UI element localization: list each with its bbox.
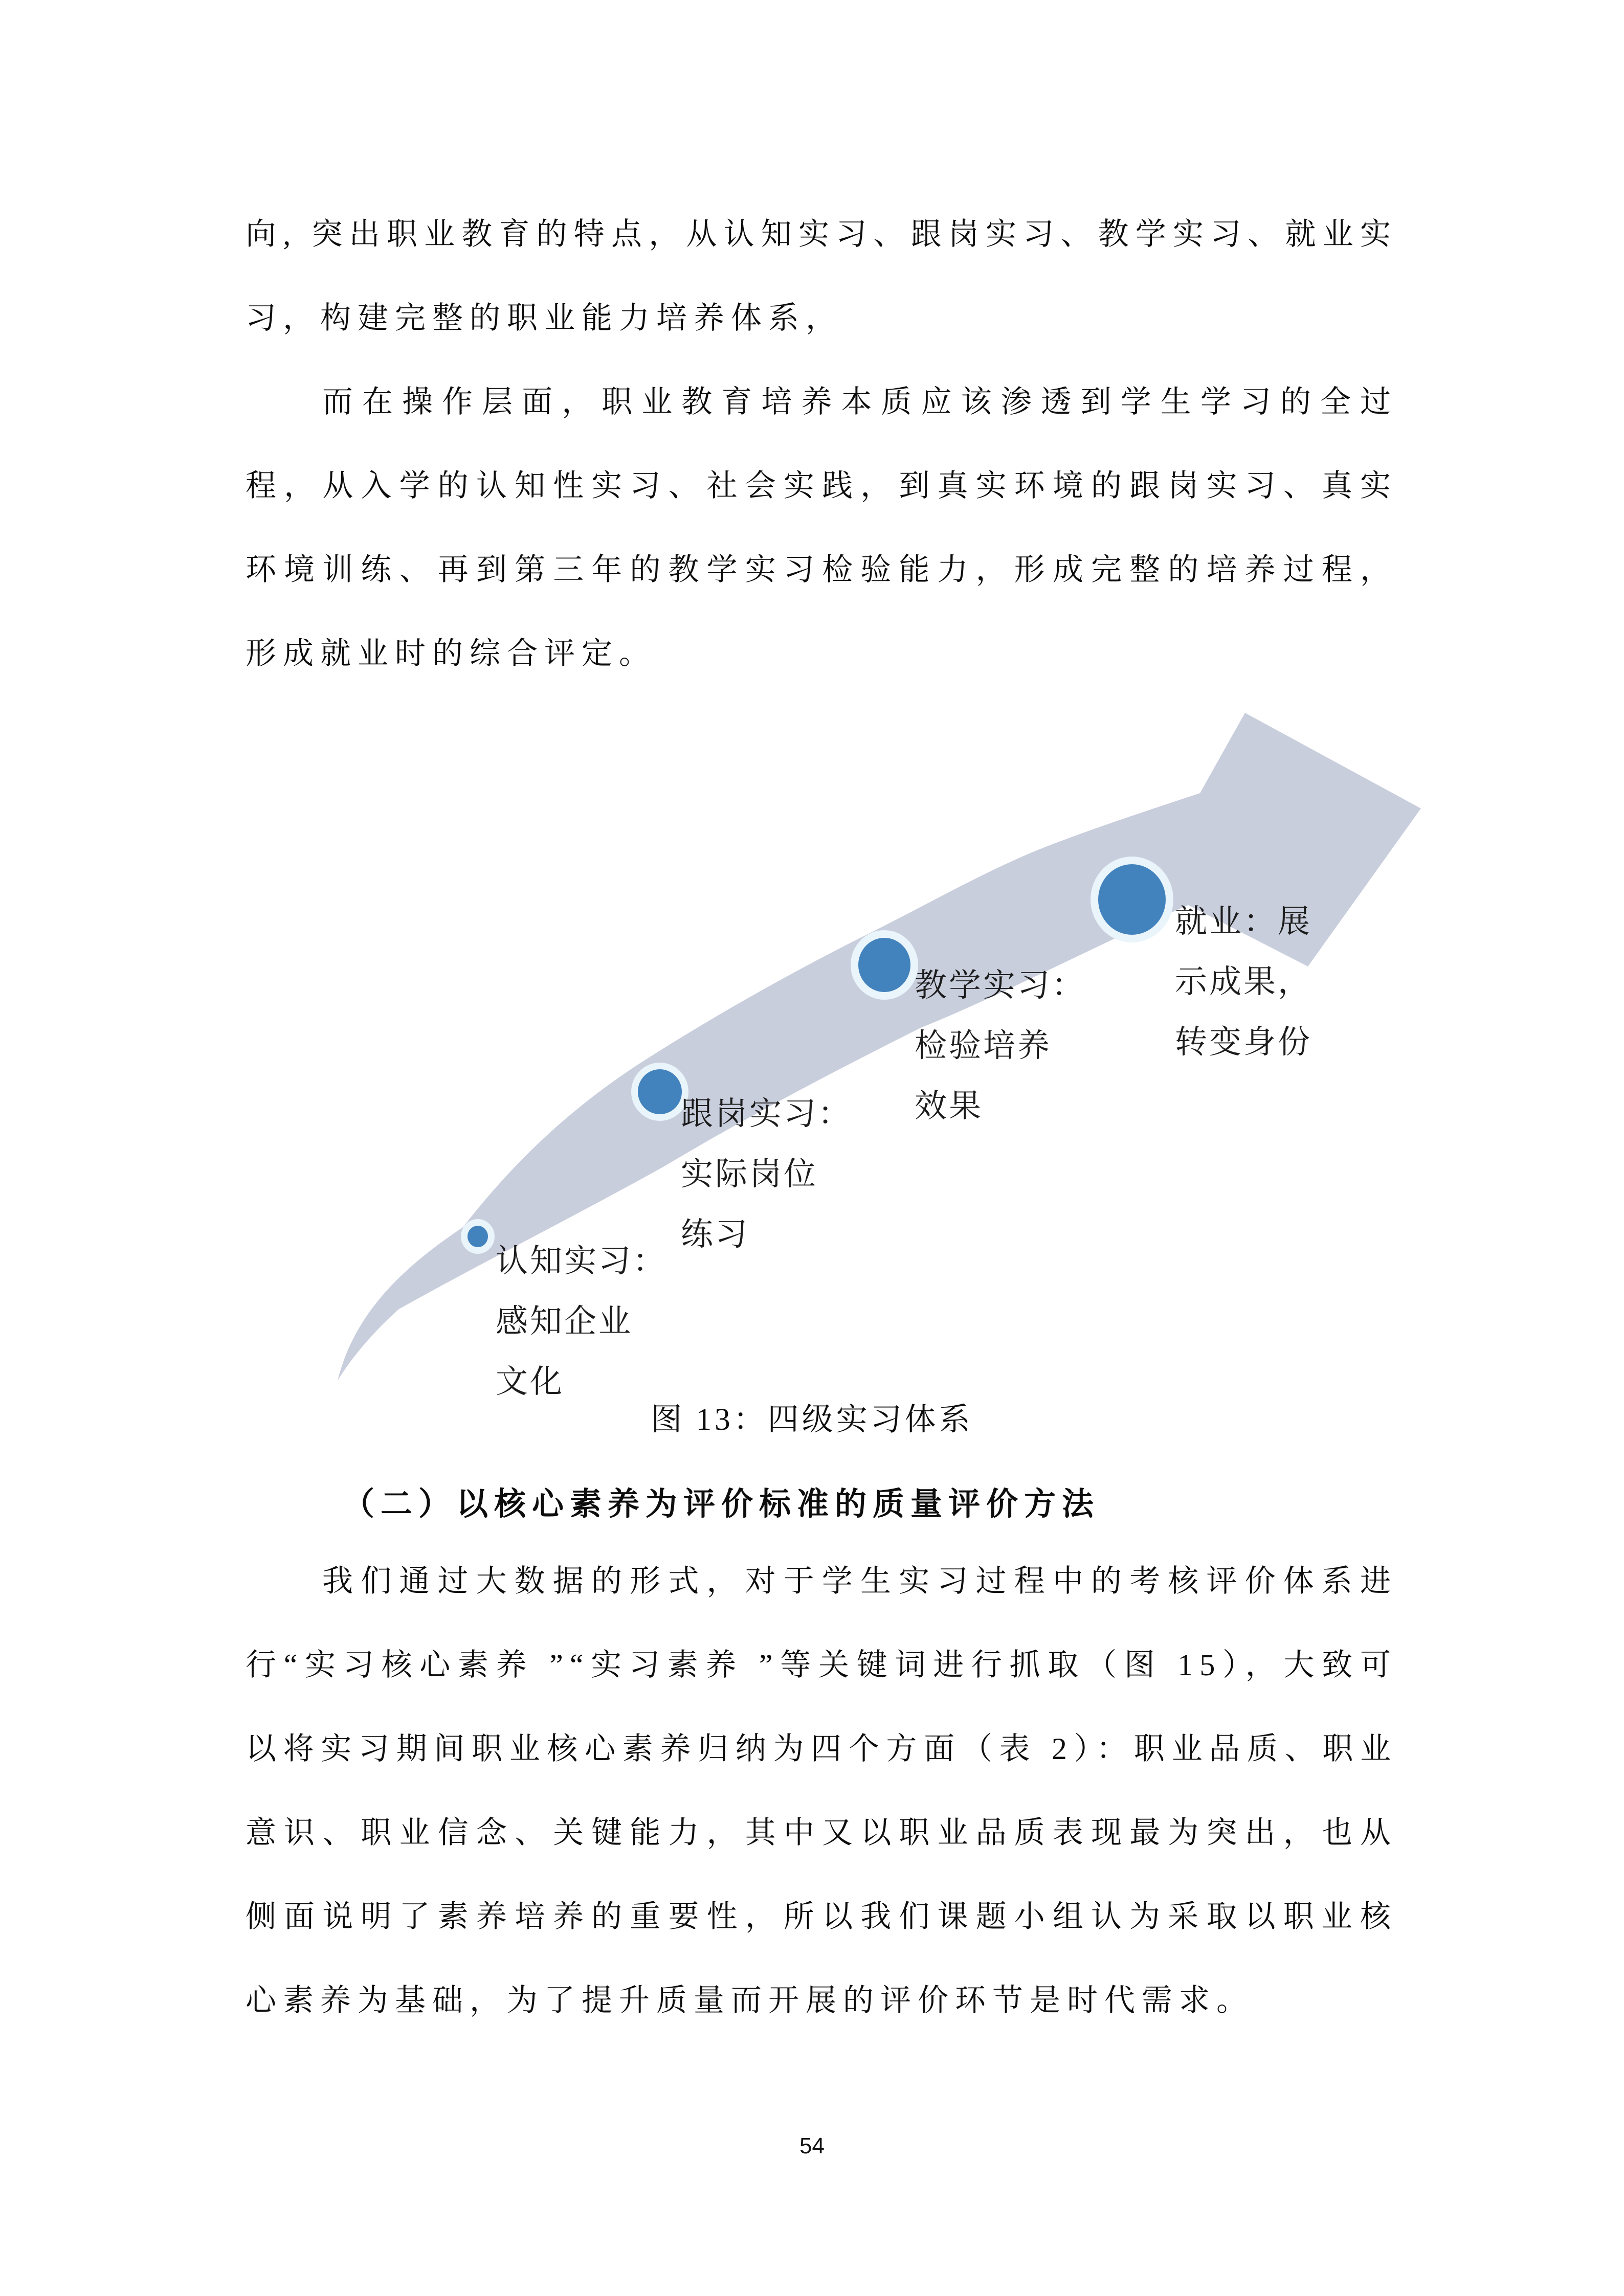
stage-label-line: 感知企业	[496, 1303, 633, 1339]
stage-circle-2	[638, 1069, 682, 1114]
stage-label-shadowing-internship	[681, 1084, 852, 1265]
paragraph-continuation: 向, 突出职业教育的特点，从认知实习、跟岗实习、教学实习、就业实习，构建完整的职业能力培养体系，	[246, 217, 1397, 335]
figure-four-level-internship	[332, 711, 1432, 1411]
stage-label-line: 效果	[915, 1088, 983, 1124]
top-text-block	[246, 192, 1397, 695]
page-number: 54	[799, 2133, 825, 2158]
stage-label-line: 就业：展	[1175, 904, 1312, 939]
paragraph-operation-level: 而在操作层面，职业教育培养本质应该渗透到学生学习的全过程，从入学的认知性实习、社会实践，到真实环境的跟岗实习、真实环境训练、再到第三年的教学实习检验能力，形成完整的培养过程，形成就业时的综合评定。	[246, 385, 1397, 670]
section-heading: （二）以核心素养为评价标准的质量评价方法	[343, 1487, 1100, 1522]
stage-circle-1	[468, 1226, 488, 1247]
stage-label-line: 示成果，	[1175, 964, 1312, 1000]
stage-label-line: 文化	[496, 1364, 564, 1400]
bottom-text-block	[246, 1539, 1397, 2042]
stage-label-line: 检验培养	[915, 1028, 1052, 1064]
stage-label-teaching-internship	[915, 955, 1086, 1136]
stage-circle-3	[858, 938, 910, 992]
stage-label-line: 转变身份	[1175, 1024, 1312, 1060]
stage-label-cognitive-internship	[496, 1231, 667, 1412]
stage-label-line: 教学实习：	[915, 967, 1086, 1003]
paragraph-core-competency: 我们通过大数据的形式，对于学生实习过程中的考核评价体系进行“实习核心素养 ”“实习素养 ”等关键词进行抓取（图 15），大致可以将实习期间职业核心素养归纳为四个方面（表 2）：职业品质、职业意识、职业信念、关键能力，其中又以职业品质表现最为突出，也从侧面说明了素养培养的重要性，所以我们课题小组认为采取以职业核心素养为基础，为了提升质量而开展的评价环节是时代需求。	[246, 1564, 1397, 2017]
stage-label-line: 跟岗实习：	[681, 1096, 852, 1132]
stage-label-employment	[1175, 891, 1312, 1072]
stage-label-line: 练习	[681, 1217, 749, 1252]
figure-caption: 图 13：四级实习体系	[651, 1403, 973, 1437]
stage-label-line: 实际岗位	[681, 1156, 818, 1192]
stage-label-line: 认知实习：	[496, 1243, 667, 1279]
stage-circle-4	[1098, 864, 1166, 935]
